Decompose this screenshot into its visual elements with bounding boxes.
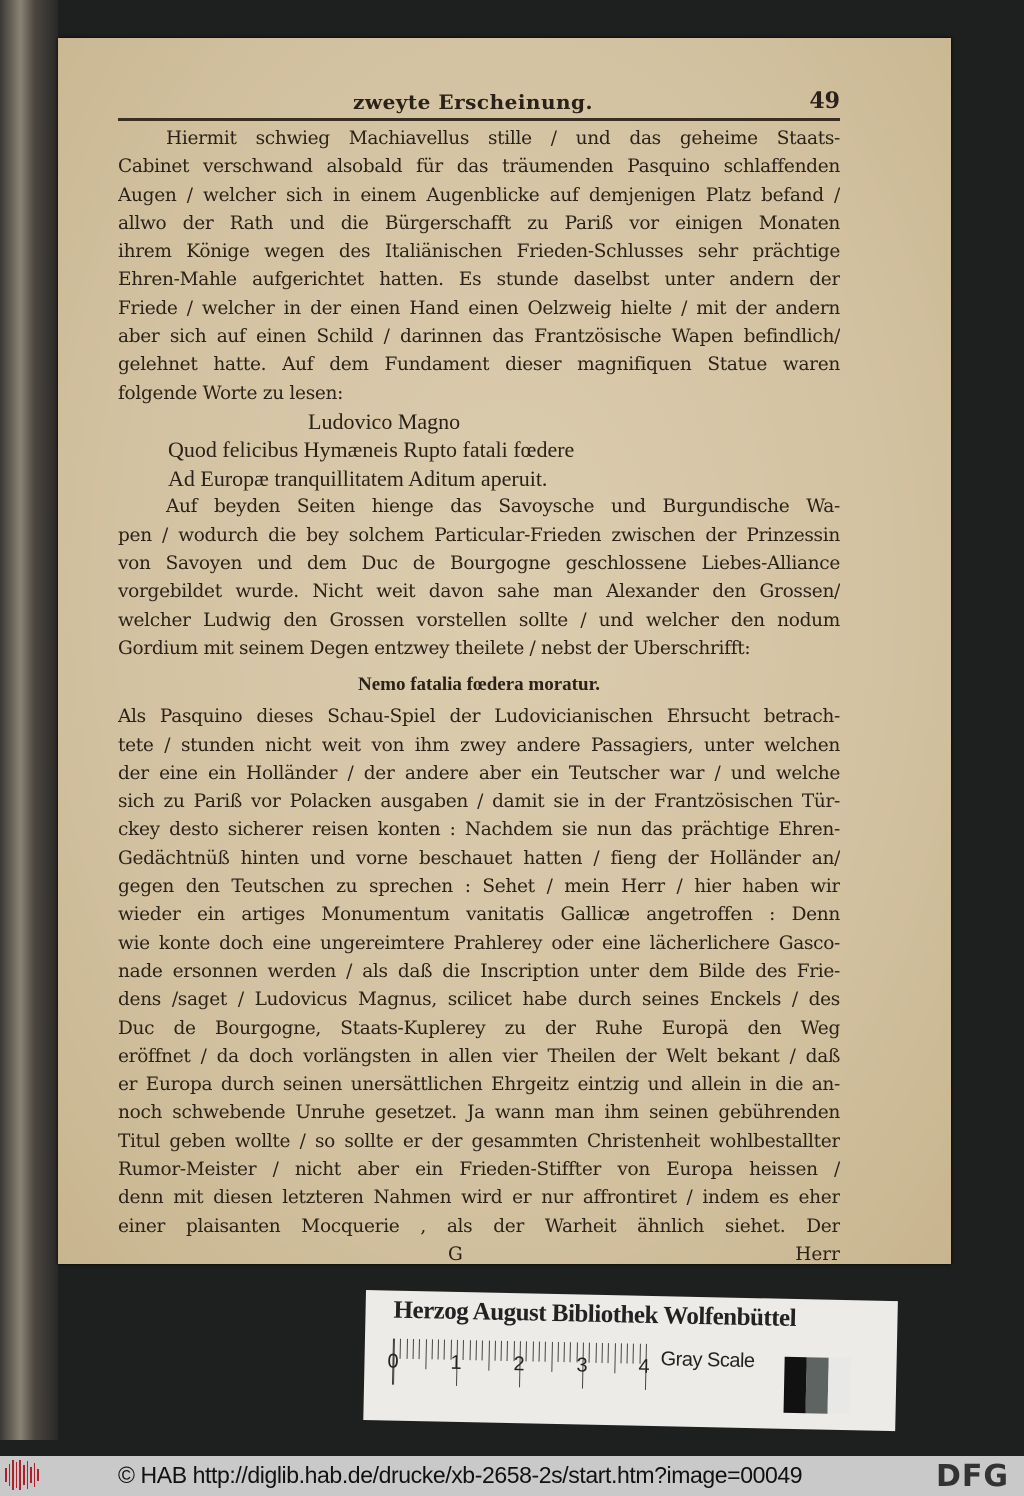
paragraph-3 — [118, 703, 840, 1241]
footer-bar — [0, 1456, 1024, 1496]
text-line: Ehren-Mahle aufgerichtet hatten. Es stunde daselbst unter andern der — [118, 269, 840, 291]
page-footer-marks — [118, 1241, 840, 1269]
text-line: tete / stunden nicht weit von ihm zwey andere Passagiers, unter welchen — [118, 734, 840, 756]
text-line: vorgebildet wurde. Nicht weit davon sahe man Alexander den Grossen/ — [118, 581, 840, 603]
ruler-tick — [627, 1343, 628, 1363]
gray-swatch-white — [828, 1358, 851, 1414]
motto: Nemo fatalia fœdera moratur. — [357, 674, 601, 696]
text-line: eröffnet / da doch vorlängsten in allen vier Theilen der Welt bekant / daß — [118, 1045, 840, 1067]
ruler-tick — [425, 1339, 427, 1369]
text-line: ihrem Könige wegen des Italiänischen Frieden-Schlusses sehr prächtige — [118, 241, 840, 263]
text-line: dens /saget / Ludovicus Magnus, scilicet habe durch seines Enckels / des — [118, 989, 840, 1011]
text-line: Augen / welcher sich in einem Augenblicke auf demjenigen Platz befand / — [118, 184, 840, 206]
dfg-logo: DFG — [936, 1459, 1010, 1494]
ruler-label: 4 — [638, 1355, 650, 1378]
ruler-tick — [545, 1342, 546, 1362]
ruler-tick — [475, 1340, 476, 1360]
text-line: allwo der Rath und die Bürgerschafft zu Pariß vor einigen Monaten — [118, 212, 840, 234]
gray-swatch-black — [784, 1357, 807, 1413]
text-line: Titul geben wollte / so sollte er der gesammten Christenheit wohlbestallter — [118, 1130, 840, 1152]
text-line: er Europa durch seinen unersättlichen Ehrgeitz eintzig und allein in die an- — [118, 1074, 840, 1096]
ruler-tick — [400, 1339, 401, 1359]
text-line: Als Pasquino dieses Schau-Spiel der Ludovicianischen Ehrsucht betrach- — [118, 706, 840, 728]
text-line: nade ersonnen werden / als daß die Inscription unter dem Bilde des Frie- — [118, 960, 840, 982]
ruler-tick — [431, 1339, 432, 1359]
adjacent-page-edge — [0, 0, 58, 1440]
ruler-tick — [526, 1341, 527, 1361]
page-number: 49 — [809, 88, 840, 114]
ruler-tick — [488, 1341, 490, 1371]
ruler-tick — [595, 1343, 596, 1363]
text-line: wieder ein artiges Monumentum vanitatis Gallicæ angetroffen : Denn — [118, 904, 840, 926]
page-text — [118, 88, 840, 1269]
color-calibration-card — [363, 1290, 898, 1431]
ruler-label: 2 — [513, 1353, 525, 1376]
running-title: zweyte Erscheinung. — [353, 90, 593, 114]
text-line: der eine ein Holländer / der andere aber ein Teutscher war / und welche — [118, 762, 840, 784]
running-header — [118, 88, 840, 121]
inscription-line: Ad Europæ tranquillitatem Aditum aperuit. — [168, 465, 548, 491]
text-line: Gordium mit seinem Degen entzwey theilete / nebst der Uberschrifft: — [118, 637, 751, 659]
ruler-tick — [419, 1339, 420, 1359]
text-line: denn mit diesen letzteren Nahmen wird er nur affrontiret / indem es eher — [118, 1187, 840, 1209]
ruler-tick — [614, 1343, 616, 1373]
ruler-tick — [608, 1343, 609, 1363]
ruler-tick — [412, 1339, 413, 1359]
ruler-tick — [589, 1343, 590, 1363]
text-line: ckey desto sicherer reisen konten : Nachdem sie nun das prächtige Ehren- — [118, 819, 840, 841]
copyright-url[interactable]: © HAB http://diglib.hab.de/drucke/xb-2658-2s/start.htm?image=00049 — [118, 1462, 803, 1488]
hab-logo-icon — [5, 1460, 39, 1490]
ruler-label: 1 — [450, 1351, 462, 1375]
text-line: welcher Ludwig den Grossen vorstellen sollte / und welcher den nodum — [118, 609, 840, 631]
ruler-tick — [601, 1343, 602, 1363]
text-line: Gedächtnüß hinten und vorne beschauet hatten / fieng der Holländer an/ — [118, 847, 840, 869]
inscription-line: Quod felicibus Hymæneis Rupto fatali fœdere — [168, 437, 575, 463]
text-line: sich zu Pariß vor Polacken ausgaben / damit sie in der Frantzösischen Tür- — [118, 791, 840, 813]
ruler-tick — [469, 1340, 470, 1360]
text-line: Hiermit schwieg Machiavellus stille / und das geheime Staats- — [166, 128, 840, 149]
text-line: einer plaisanten Mocquerie , als der Warheit ähnlich siehet. Der — [118, 1215, 840, 1237]
text-line: pen / wodurch die bey solchem Particular-Frieden zwischen der Prinzessin — [118, 524, 840, 546]
text-line: noch schwebende Unruhe gesetzet. Ja wann man ihm seinen gebührenden — [118, 1102, 840, 1124]
text-line: gelehnet hatte. Auf dem Fundament dieser magnifiquen Statue waren — [118, 354, 840, 376]
ruler-tick — [406, 1339, 407, 1359]
ruler-tick — [482, 1340, 483, 1360]
ruler-tick — [463, 1340, 464, 1360]
ruler-tick — [551, 1342, 553, 1372]
ruler-tick — [557, 1342, 558, 1362]
signature-mark: G — [448, 1243, 463, 1265]
ruler-label: 3 — [576, 1354, 588, 1377]
gray-scale-label: Gray Scale — [660, 1348, 755, 1373]
ruler-tick — [570, 1342, 571, 1362]
catchword: Herr — [795, 1243, 840, 1265]
ruler-tick — [620, 1343, 621, 1363]
text-line: Cabinet verschwand alsobald für das träumenden Pasquino schlaffenden — [118, 156, 840, 178]
ruler-tick — [444, 1340, 445, 1360]
inscription-line: Ludovico Magno — [308, 408, 461, 434]
text-line: Duc de Bourgogne, Staats-Kuplerey zu der Ruhe Europä den Weg — [118, 1017, 840, 1039]
ruler-tick — [501, 1341, 502, 1361]
text-line: von Savoyen und dem Duc de Bourgogne geschlossene Liebes-Alliance — [118, 553, 840, 575]
text-line: Friede / welcher in der einen Hand einen Oelzweig hielte / mit der andern — [118, 297, 840, 319]
library-name: Herzog August Bibliothek Wolfenbüttel — [393, 1296, 797, 1333]
text-line: gegen den Teutschen zu sprechen : Sehet / mein Herr / hier haben wir — [118, 876, 840, 898]
gray-swatch-mid — [806, 1357, 829, 1413]
text-line: Rumor-Meister / nicht aber ein Frieden-Stiffter von Europa heissen / — [118, 1159, 840, 1180]
text-line: Auf beyden Seiten hienge das Savoysche und Burgundische Wa- — [166, 496, 840, 518]
paragraph-1 — [118, 125, 840, 408]
ruler-tick — [633, 1344, 634, 1364]
text-line: aber sich auf einen Schild / darinnen das Frantzösische Wapen befindlich/ — [118, 326, 840, 348]
ruler-label: 0 — [387, 1350, 399, 1373]
ruler-tick — [564, 1342, 565, 1362]
text-line: folgende Worte zu lesen: — [118, 382, 344, 404]
ruler-tick — [494, 1341, 495, 1361]
text-line: wie konte doch eine ungereimtere Prahlerey oder eine lächerlichere Gasco- — [118, 932, 840, 954]
ruler-tick — [507, 1341, 508, 1361]
inscription — [118, 408, 840, 494]
ruler-tick — [538, 1342, 539, 1362]
ruler-tick — [532, 1341, 533, 1361]
ruler-tick — [438, 1340, 439, 1360]
paragraph-2 — [118, 493, 840, 663]
